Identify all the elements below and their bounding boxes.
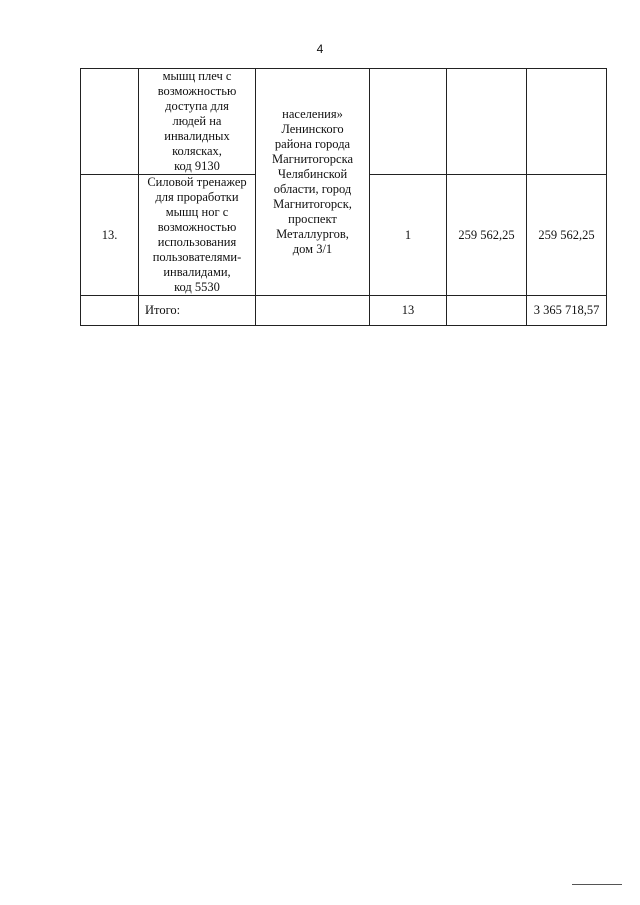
total-price-cell [527,69,607,175]
total-price-cell: 259 562,25 [527,175,607,296]
row-number-cell: 13. [81,175,139,296]
equipment-name-cell: Силовой тренажер для проработки мышц ног с возможностью использования пользователями- инвалидами, код 5530 [139,175,256,296]
page-number: 4 [316,42,324,56]
location-cell [256,296,370,326]
unit-price-cell [447,69,527,175]
table-row-total [81,296,607,326]
row-number-cell [81,69,139,175]
unit-price-cell [447,296,527,326]
grand-total-cell: 3 365 718,57 [527,296,607,326]
unit-price-cell: 259 562,25 [447,175,527,296]
equipment-name-cell: мышц плеч с возможностью доступа для людей на инвалидных колясках, код 9130 [139,69,256,175]
location-cell: населения» Ленинского района города Магнитогорска Челябинской области, город Магнитогорск, проспект Металлургов, дом 3/1 [256,69,370,296]
quantity-cell [370,69,447,175]
quantity-cell: 1 [370,175,447,296]
document-table [80,68,607,326]
total-label-cell: Итого: [139,296,256,326]
row-number-cell [81,296,139,326]
table-row [81,69,607,175]
footer-rule [572,884,622,885]
quantity-cell: 13 [370,296,447,326]
